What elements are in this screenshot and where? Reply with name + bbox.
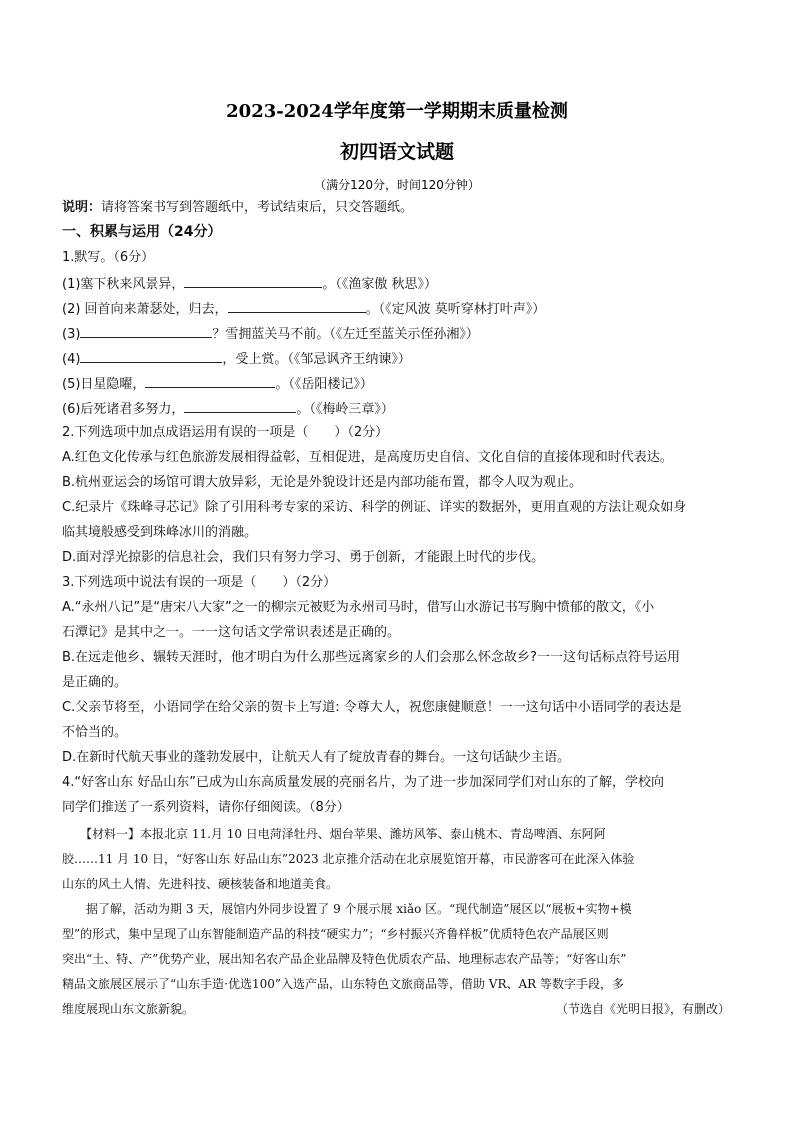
material-1-line: 【材料一】本报北京 11.月 10 日电菏泽牡丹、烟台苹果、潍坊风筝、泰山桃木、青岛啤酒、东阿阿 bbox=[62, 827, 606, 841]
q1-item-suffix: 。（《岳阳楼记》） bbox=[275, 377, 373, 392]
exam-info: （满分120分，时间120分钟） bbox=[314, 178, 480, 192]
q3-option-d: D.在新时代航天事业的蓬勃发展中，让航天人有了绽放青春的舞台。一这句话缺少主语。 bbox=[62, 750, 571, 765]
material-1-line: 山东的风土人情、先进科技、硬核装备和地道美食。 bbox=[62, 877, 339, 891]
question-4-stem: 4.“好客山东 好品山东”已成为山东高质量发展的亮丽名片，为了进一步加深同学们对山东的了解，学校向 bbox=[62, 775, 665, 790]
q2-option-b: B.杭州亚运会的场馆可谓大放异彩，无论是外貌设计还是内部功能布置，都令人叹为观止。 bbox=[62, 475, 583, 490]
q3-option-a: A.“永州八记”是“唐宋八大家”之一的柳宗元被贬为永州司马时，借写山水游记书写胸中愤郁的散文，《小 bbox=[62, 600, 655, 615]
q1-item-1 bbox=[62, 274, 742, 294]
q1-item-prefix: (6)后死诸君多努力， bbox=[62, 402, 185, 417]
q3-option-c-cont: 不恰当的。 bbox=[62, 725, 128, 740]
q1-item-6 bbox=[62, 399, 742, 419]
answer-blank[interactable] bbox=[184, 274, 322, 288]
q1-item-suffix: 。（《渔家傲 秋思》） bbox=[322, 277, 438, 292]
instructions-text: 请将答案书写到答题纸中，考试结束后，只交答题纸。 bbox=[101, 200, 414, 215]
answer-blank[interactable] bbox=[80, 349, 222, 363]
answer-blank[interactable] bbox=[80, 324, 212, 338]
material-1-line: 维度展现山东文旅新貌。 bbox=[62, 1002, 195, 1016]
q2-option-a: A.红色文化传承与红色旅游发展相得益彰，互相促进，是高度历史自信、文化自信的直接体现和时代表达。 bbox=[62, 450, 673, 465]
answer-blank[interactable] bbox=[228, 299, 366, 313]
material-source: （节选自《光明日报》，有删改） bbox=[555, 1002, 730, 1016]
q1-item-prefix: (3) bbox=[62, 327, 81, 342]
q3-option-b: B.在远走他乡、辗转天涯时，他才明白为什么那些远离家乡的人们会那么怀念故乡?一一这句话标点符号运用 bbox=[62, 650, 680, 665]
exam-subtitle: 初四语文试题 bbox=[339, 141, 454, 163]
material-1-line: 精品文旅展区展示了“山东手造·优选100”入选产品，山东特色文旅商品等，借助 VR、AR 等数字手段，多 bbox=[62, 977, 625, 991]
q1-item-5 bbox=[62, 374, 742, 394]
q1-item-prefix: (1)塞下秋来风景异， bbox=[62, 277, 185, 292]
instructions bbox=[62, 199, 742, 217]
section-heading: 一、积累与运用（24分） bbox=[62, 224, 222, 240]
answer-blank[interactable] bbox=[184, 399, 296, 413]
instructions-label: 说明： bbox=[62, 200, 102, 215]
question-1-stem: 1.默写。（6分） bbox=[62, 250, 155, 265]
question-2-stem: 2.下列选项中加点成语运用有误的一项是（ ）（2分） bbox=[62, 425, 389, 440]
material-1-line: 型”的形式，集中呈现了山东智能制造产品的科技“硬实力”；“乡村振兴齐鲁样板”优质特色农产品展区则 bbox=[62, 927, 609, 941]
q1-item-suffix: 。（《梅岭三章》） bbox=[296, 402, 394, 417]
material-1-line: 据了解，活动为期 3 天，展馆内外同步设置了 9 个展示展 xiǎo 区。“现代制造”展区以“展板+实物+模 bbox=[62, 902, 632, 916]
q1-item-prefix: (4) bbox=[62, 352, 81, 367]
q1-item-3 bbox=[62, 324, 742, 344]
q3-option-b-cont: 是正确的。 bbox=[62, 675, 128, 690]
q1-item-suffix: ，受上赏。（《邹忌讽齐王纳谏》） bbox=[222, 352, 411, 367]
q3-option-a-cont: 石潭记》是其中之一。一一这句话文学常识表述是正确的。 bbox=[62, 625, 401, 640]
q1-item-prefix: (2) 回首向来萧瑟处，归去， bbox=[62, 302, 228, 317]
exam-title: 2023-2024学年度第一学期期末质量检测 bbox=[226, 101, 568, 122]
q1-item-suffix: ？雪拥蓝关马不前。（《左迁至蓝关示侄孙湘》） bbox=[212, 327, 479, 342]
q1-item-prefix: (5)日星隐曜， bbox=[62, 377, 146, 392]
question-3-stem: 3.下列选项中说法有误的一项是（ ）（2分） bbox=[62, 575, 337, 590]
question-4-stem-cont: 同学们推送了一系列资料，请你仔细阅读。（8分） bbox=[62, 800, 350, 815]
material-1-line: 胶……11 月 10 日，“好客山东 好品山东”2023 北京推介活动在北京展览馆开幕，市民游客可在此深入体验 bbox=[62, 852, 635, 866]
q2-option-c: C.纪录片《珠峰寻芯记》除了引用科考专家的采访、科学的例证、详实的数据外，更用直观的方法让观众如身 bbox=[62, 500, 687, 515]
material-1-line: 突出“土、特、产”优势产业，展出知名农产品企业品牌及特色优质农产品、地理标志农产品等；“好客山东” bbox=[62, 952, 627, 966]
answer-blank[interactable] bbox=[145, 374, 275, 388]
q2-option-d: D.面对浮光掠影的信息社会，我们只有努力学习、勇于创新，才能跟上时代的步伐。 bbox=[62, 550, 545, 565]
q1-item-4 bbox=[62, 349, 742, 369]
q2-option-c-cont: 临其境般感受到珠峰冰川的消融。 bbox=[62, 525, 258, 540]
q1-item-suffix: 。（《定风波 莫听穿林打叶声》） bbox=[365, 302, 546, 317]
q3-option-c: C.父亲节将至，小语同学在给父亲的贺卡上写道: 令尊大人，祝您康健顺意！一一这句话中小语同学的表达是 bbox=[62, 700, 682, 715]
q1-item-2 bbox=[62, 299, 742, 319]
